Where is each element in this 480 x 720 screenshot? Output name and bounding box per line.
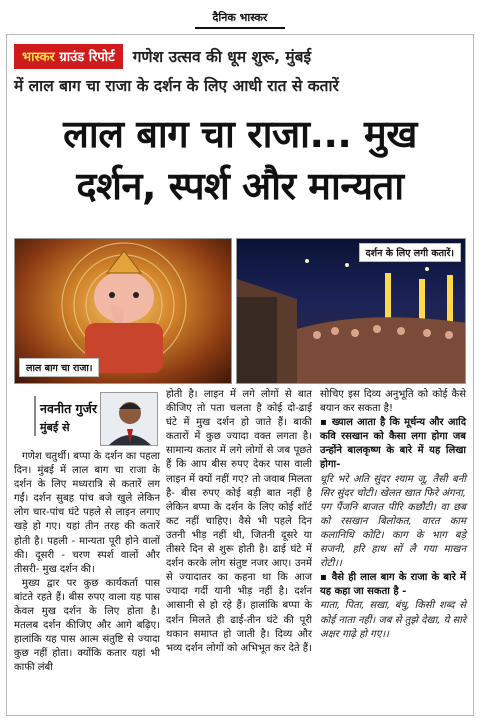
article-column-3	[320, 388, 466, 642]
author-avatar	[101, 393, 158, 446]
masthead	[192, 4, 288, 34]
headline-line2: दर्शन, स्पर्श और मान्यता	[76, 164, 404, 208]
kicker-brand: भास्कर	[22, 49, 55, 65]
col3-intro: सोचिए इस दिव्य अनुभूति को कोई कैसे बयान कर सकता है!	[320, 389, 466, 415]
darshan-queue-photo	[236, 238, 466, 384]
masthead-rule	[195, 27, 285, 29]
lalbaug-idol-photo	[14, 238, 232, 384]
kicker-row	[14, 42, 468, 70]
author-portrait	[100, 392, 158, 446]
headline-line1: लाल बाग चा राजा... मुख	[63, 112, 417, 156]
col2-paragraph: होती है। लाइन में लगे लोगों से बात कीजिए तो पता चलता है कोई दो-ढाई घंटे में मुख दर्शन हो जाते हैं। बाकी कतारों में कुछ ज्यादा वक्त लगता है। सामान्य कतार में लगे लोगों से जब पूछते हैं कि आप बीस रुपए देकर पास वाली लाइन में क्यों नहीं गए? तो जवाब मिलता है- बीस रुपए कोई बड़ी बात नहीं है लेकिन बप्पा के दर्शन के लिए कोई शॉर्ट कट नहीं चाहिए। वैसे भी पहले दिन उतनी भीड़ नहीं थी, जितनी दूसरे या तीसरे दिन से शुरू होती है। ढाई घंटे में दर्शन करके लोग संतुष्ट नजर आए। उनमें से ज्यादातर का कहना था कि आज ज्यादा गर्दी यानी भीड़ नहीं है। दर्शन आसानी से हो रहे हैं। हालांकि बप्पा के दर्शन मिलते ही ढाई-तीन घंटे की पूरी थकान समाप्त हो जाती है। दिव्य और भव्य दर्शन लोगों को अभिभूत कर देते हैं।	[166, 389, 312, 654]
byline-rule	[34, 396, 36, 436]
subheadline-line2: में लाल बाग चा राजा के दर्शन के लिए आधी रात से कतारें	[14, 77, 339, 95]
left-photo-caption: लाल बाग चा राजा।	[19, 358, 99, 377]
kicker-label: ग्राउंड रिपोर्ट	[54, 49, 115, 65]
col3-subhead-lalbaug: ▪ वैसे ही लाल बाग के राजा के बारे में यह कहा जा सकता है -	[320, 572, 466, 598]
ground-report-kicker	[14, 44, 123, 69]
article-column-1	[14, 450, 160, 676]
headline	[8, 108, 472, 212]
col3-poem-raskhan: धूरि भरे अति सुंदर श्याम जू, तैसी बनी सिर सुंदर चोटी। खेलत खात फिरे अंगना, पग पैंजनि बाजत पीरि कछौटी। वा छब को रसखान बिलोकत, वारत काम कलानिधि कोटि। काग के भाग बड़े सजनी, हरि हाथ सों लै गया माखन रोटी।।	[320, 473, 466, 570]
right-photo-caption: दर्शन के लिए लगी कतारें।	[359, 243, 461, 262]
masthead-logo: दैनिक भास्कर	[212, 10, 268, 24]
col3-poem-closing: माता, पिता, सखा, बंधु, किसी शब्द से कोई नाता नहीं। जब से तुझे देखा, ये सारे अक्षर गाढ़े हो गए।।	[320, 600, 466, 640]
col3-subhead-raskhan: ▪ ख्याल आता है कि मूर्धन्य और आदि कवि रसखान को कैसा लगा होगा जब उन्होंने बालकृष्ण के बारे में यह लिखा होगा-	[320, 417, 466, 471]
col1-paragraph: गणेश चतुर्थी। बप्पा के दर्शन का पहला दिन। मुंबई में लाल बाग चा राजा के दर्शन के लिए मध्यरात्रि से कतारें लग गईं। दर्शन सुबह पांच बजे खुले लेकिन लोग चार-पांच घंटे पहले से लाइन लगाए खड़े हो गए। यहां तीन तरह की कतारें होती है। पहली - मान्यता पूरी होने वालों की। दूसरी - चरण स्पर्श वालों और तीसरी- मुख दर्शन की।	[14, 451, 160, 575]
subheadline-line1: गणेश उत्सव की धूम शुरू, मुंबई	[132, 48, 312, 66]
col1-paragraph: मुख्य द्वार पर कुछ कार्यकर्ता पास बांटते रहते हैं। बीस रुपए वाला यह पास केवल मुख दर्शन के लिए होता है। मतलब दर्शन कीजिए और आगे बढ़िए। हालांकि यह पास आत्म संतुष्टि से ज्यादा कुछ नहीं होता। क्योंकि कतार यहां भी काफी लंबी	[14, 577, 160, 674]
dateline-place: मुंबई से	[40, 421, 70, 434]
author-name: नवनीत गुर्जर	[40, 401, 97, 416]
article-column-2	[166, 388, 312, 656]
